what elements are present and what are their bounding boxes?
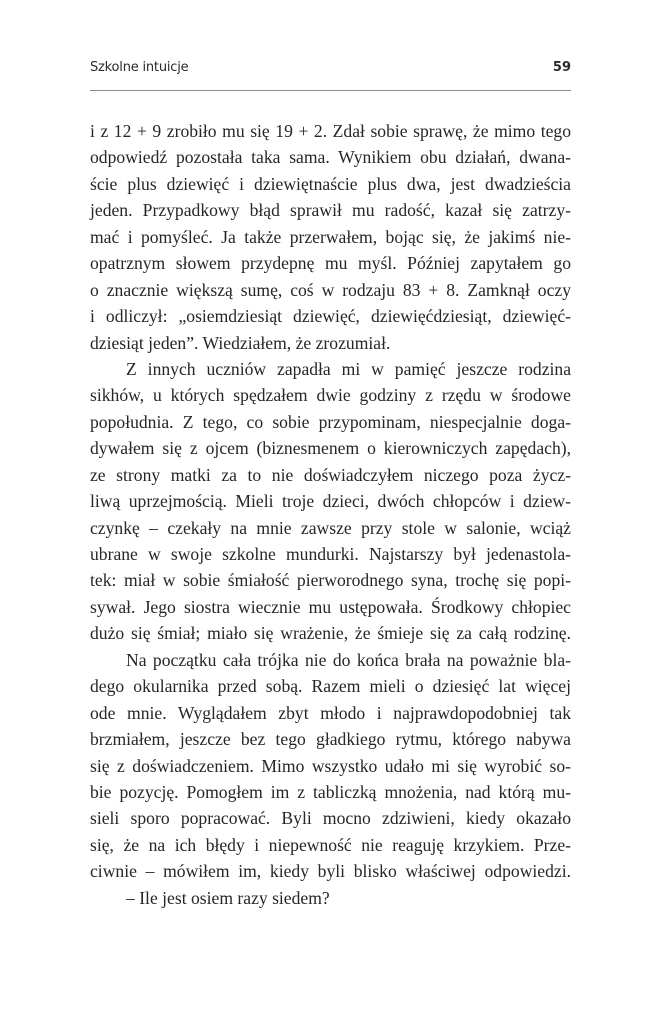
paragraph [90, 356, 571, 647]
text-line: tek: miał w sobie śmiałość pierworodnego syna, trochę się popi- [90, 570, 571, 591]
text-line: i odliczył: „osiemdziesiąt dziewięć, dziewięćdziesiąt, dziewięć- [90, 306, 571, 327]
text-line: ście plus dziewięć i dziewiętnaście plus dwa, jest dwadzieścia [90, 173, 571, 194]
text-line: popołudnia. Z tego, co sobie przypominam, niespecjalnie doga- [90, 411, 571, 432]
paragraph [90, 118, 571, 356]
text-line: brzmiałem, jeszcze bez tego gładkiego rytmu, którego nabywa [90, 729, 571, 750]
text-line: ciwnie – mówiłem im, kiedy byli blisko właściwej odpowiedzi. [90, 861, 571, 882]
text-line: dziesiąt jeden”. Wiedziałem, że zrozumiał. [90, 332, 391, 353]
text-line: ode mnie. Wyglądałem zbyt młodo i najprawdopodobniej tak [90, 702, 571, 723]
header-rule [90, 90, 571, 91]
text-line: – Ile jest osiem razy siedem? [126, 887, 330, 908]
text-line: dużo się śmiał; miało się wrażenie, że śmieje się za całą rodzinę. [90, 623, 571, 644]
text-line: opatrznym słowem przydepnę mu myśl. Później zapytałem go [90, 253, 571, 274]
paragraph [90, 647, 571, 885]
text-line: ze strony matki za to nie doświadczyłem niczego poza życz- [90, 464, 571, 485]
text-line: ubrane w swoje szkolne mundurki. Najstarszy był jedenastola- [90, 544, 571, 564]
text-line: Z innych uczniów zapadła mi w pamięć jeszcze rodzina [126, 358, 571, 379]
text-line: się, że na ich błędy i niepewność nie reaguję krzykiem. Prze- [90, 834, 571, 855]
text-line: liwą uprzejmością. Mieli troje dzieci, dwóch chłopców i dziew- [90, 491, 571, 512]
dialogue-paragraph [90, 885, 571, 911]
text-line: o znacznie większą sumę, coś w rodzaju 83 + 8. Zamknął oczy [90, 279, 571, 300]
running-header [90, 58, 571, 78]
text-line: i z 12 + 9 zrobiło mu się 19 + 2. Zdał sobie sprawę, że mimo tego [90, 121, 571, 141]
body-text [90, 118, 571, 911]
text-line: Na początku cała trójka nie do końca brała na poważnie bla- [126, 649, 571, 670]
text-line: sikhów, u których spędzałem dwie godziny z rzędu w środowe [90, 385, 571, 406]
text-line: sieli sporo popracować. Byli mocno zdziwieni, kiedy okazało [90, 808, 571, 829]
text-line: jeden. Przypadkowy błąd sprawił mu radość, kazał się zatrzy- [90, 200, 571, 221]
text-line: odpowiedź pozostała taka sama. Wynikiem obu działań, dwana- [90, 147, 571, 168]
text-line: bie pozycję. Pomogłem im z tabliczką mnożenia, nad którą mu- [90, 781, 571, 802]
page-number: 59 [552, 60, 571, 75]
text-line: mać i pomyśleć. Ja także przerwałem, bojąc się, że jakimś nie- [90, 226, 571, 247]
text-line: czynkę – czekały na mnie zawsze przy stole w salonie, wciąż [90, 517, 571, 538]
text-line: dego okularnika przed sobą. Razem mieli o dziesięć lat więcej [90, 676, 571, 697]
running-title: Szkolne intuicje [90, 60, 189, 75]
text-line: dywałem się z ojcem (biznesmenem o kierowniczych zapędach), [90, 438, 571, 459]
text-line: sywał. Jego siostra wiecznie mu ustępowała. Środkowy chłopiec [90, 596, 571, 617]
text-line: się z doświadczeniem. Mimo wszystko udało mi się wyrobić so- [90, 755, 571, 776]
